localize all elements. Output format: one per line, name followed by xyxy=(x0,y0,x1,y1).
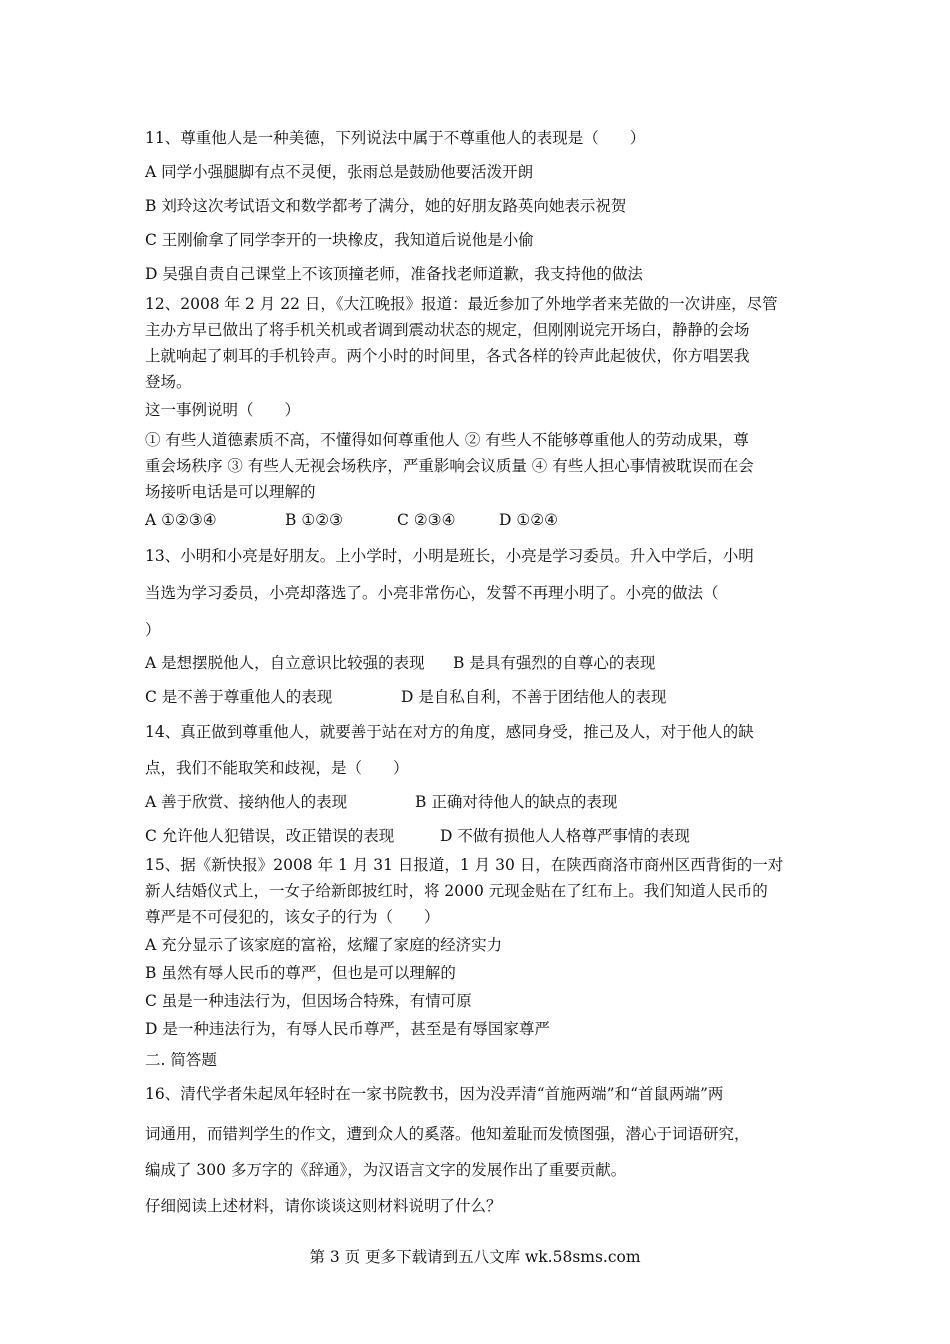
q15-option-a: A 充分显示了该家庭的富裕，炫耀了家庭的经济实力 xyxy=(145,936,503,954)
q16-text-line: 16、清代学者朱起凤年轻时在一家书院教书，因为没弄清“首施两端”和“首鼠两端”两 xyxy=(145,1085,724,1103)
q13-option-d: D 是自私自利，不善于团结他人的表现 xyxy=(401,688,667,706)
q14-text-line: 14、真正做到尊重他人，就要善于站在对方的角度，感同身受，推己及人，对于他人的缺 xyxy=(145,723,754,741)
q12-statement-line: 重会场秩序 ③ 有些人无视会场秩序，严重影响会议质量 ④ 有些人担心事情被耽误而在会 xyxy=(145,457,754,475)
q12-text-line: 上就响起了刺耳的手机铃声。两个小时的时间里，各式各样的铃声此起彼伏，你方唱罢我 xyxy=(145,347,750,365)
q15-text-line: 新人结婚仪式上，一女子给新郎披红时，将 2000 元现金贴在了红布上。我们知道人民币的 xyxy=(145,882,768,900)
q12-text-line: 主办方早已做出了将手机关机或者调到震动状态的规定，但刚刚说完开场白，静静的会场 xyxy=(145,321,750,339)
q11-option-c: C 王刚偷拿了同学李开的一块橡皮，我知道后说他是小偷 xyxy=(145,231,534,249)
q13-option-b: B 是具有强烈的自尊心的表现 xyxy=(453,654,656,672)
q14-option-c: C 允许他人犯错误，改正错误的表现 xyxy=(145,827,395,845)
page-footer: 第 3 页 更多下载请到五八文库 wk.58sms.com xyxy=(309,1248,641,1266)
q11-option-b: B 刘玲这次考试语文和数学都考了满分，她的好朋友路英向她表示祝贺 xyxy=(145,197,627,215)
q12-option-a: A ①②③④ xyxy=(145,511,217,529)
q12-option-c: C ②③④ xyxy=(397,511,456,529)
q11-stem: 11、尊重他人是一种美德，下列说法中属于不尊重他人的表现是（ ） xyxy=(145,129,646,147)
q15-text-line: 15、据《新快报》2008 年 1 月 31 日报道，1 月 30 日，在陕西商洛市商州区西背街的一对 xyxy=(145,856,784,874)
q13-text-line: 13、小明和小亮是好朋友。上小学时，小明是班长，小亮是学习委员。升入中学后，小明 xyxy=(145,547,754,565)
q15-text-line: 尊严是不可侵犯的，该女子的行为（ ） xyxy=(145,908,440,926)
q13-text-line: 当选为学习委员，小亮却落选了。小亮非常伤心，发誓不再理小明了。小亮的做法（ xyxy=(145,584,719,602)
q15-option-d: D 是一种违法行为，有辱人民币尊严，甚至是有辱国家尊严 xyxy=(145,1020,550,1038)
q13-option-a: A 是想摆脱他人，自立意识比较强的表现 xyxy=(145,654,425,672)
section-heading: 二. 简答题 xyxy=(145,1051,217,1069)
q14-text-line: 点，我们不能取笑和歧视，是（ ） xyxy=(145,759,409,777)
q12-statement-line: 场接听电话是可以理解的 xyxy=(145,483,316,501)
q16-text-line: 编成了 300 多万字的《辞通》，为汉语言文字的发展作出了重要贡献。 xyxy=(145,1161,627,1179)
q15-option-c: C 虽是一种违法行为，但因场合特殊，有情可原 xyxy=(145,992,472,1010)
q12-text-line: 登场。 xyxy=(145,373,192,391)
q11-option-d: D 吴强自责自己课堂上不该顶撞老师，准备找老师道歉，我支持他的做法 xyxy=(145,265,643,283)
q16-text-line: 词通用，而错判学生的作文，遭到众人的奚落。他知羞耻而发愤图强，潜心于词语研究， xyxy=(145,1125,750,1143)
q16-prompt: 仔细阅读上述材料，请你谈谈这则材料说明了什么？ xyxy=(145,1197,502,1215)
q12-option-b: B ①②③ xyxy=(285,511,344,529)
q12-text-line: 12、2008 年 2 月 22 日，《大江晚报》报道：最近参加了外地学者来芜做的一次讲座，尽管 xyxy=(145,295,778,313)
q15-option-b: B 虽然有辱人民币的尊严，但也是可以理解的 xyxy=(145,964,456,982)
q12-option-d: D ①②④ xyxy=(499,511,559,529)
q14-option-b: B 正确对待他人的缺点的表现 xyxy=(415,793,618,811)
q14-option-d: D 不做有损他人人格尊严事情的表现 xyxy=(440,827,690,845)
q12-prompt: 这一事例说明（ ） xyxy=(145,401,301,419)
q13-text-line: ） xyxy=(145,621,161,639)
q14-option-a: A 善于欣赏、接纳他人的表现 xyxy=(145,793,348,811)
q13-option-c: C 是不善于尊重他人的表现 xyxy=(145,688,333,706)
q11-option-a: A 同学小强腿脚有点不灵便，张雨总是鼓励他要活泼开朗 xyxy=(145,163,534,181)
q12-statement-line: ① 有些人道德素质不高，不懂得如何尊重他人 ② 有些人不能够尊重他人的劳动成果，尊 xyxy=(145,431,749,449)
